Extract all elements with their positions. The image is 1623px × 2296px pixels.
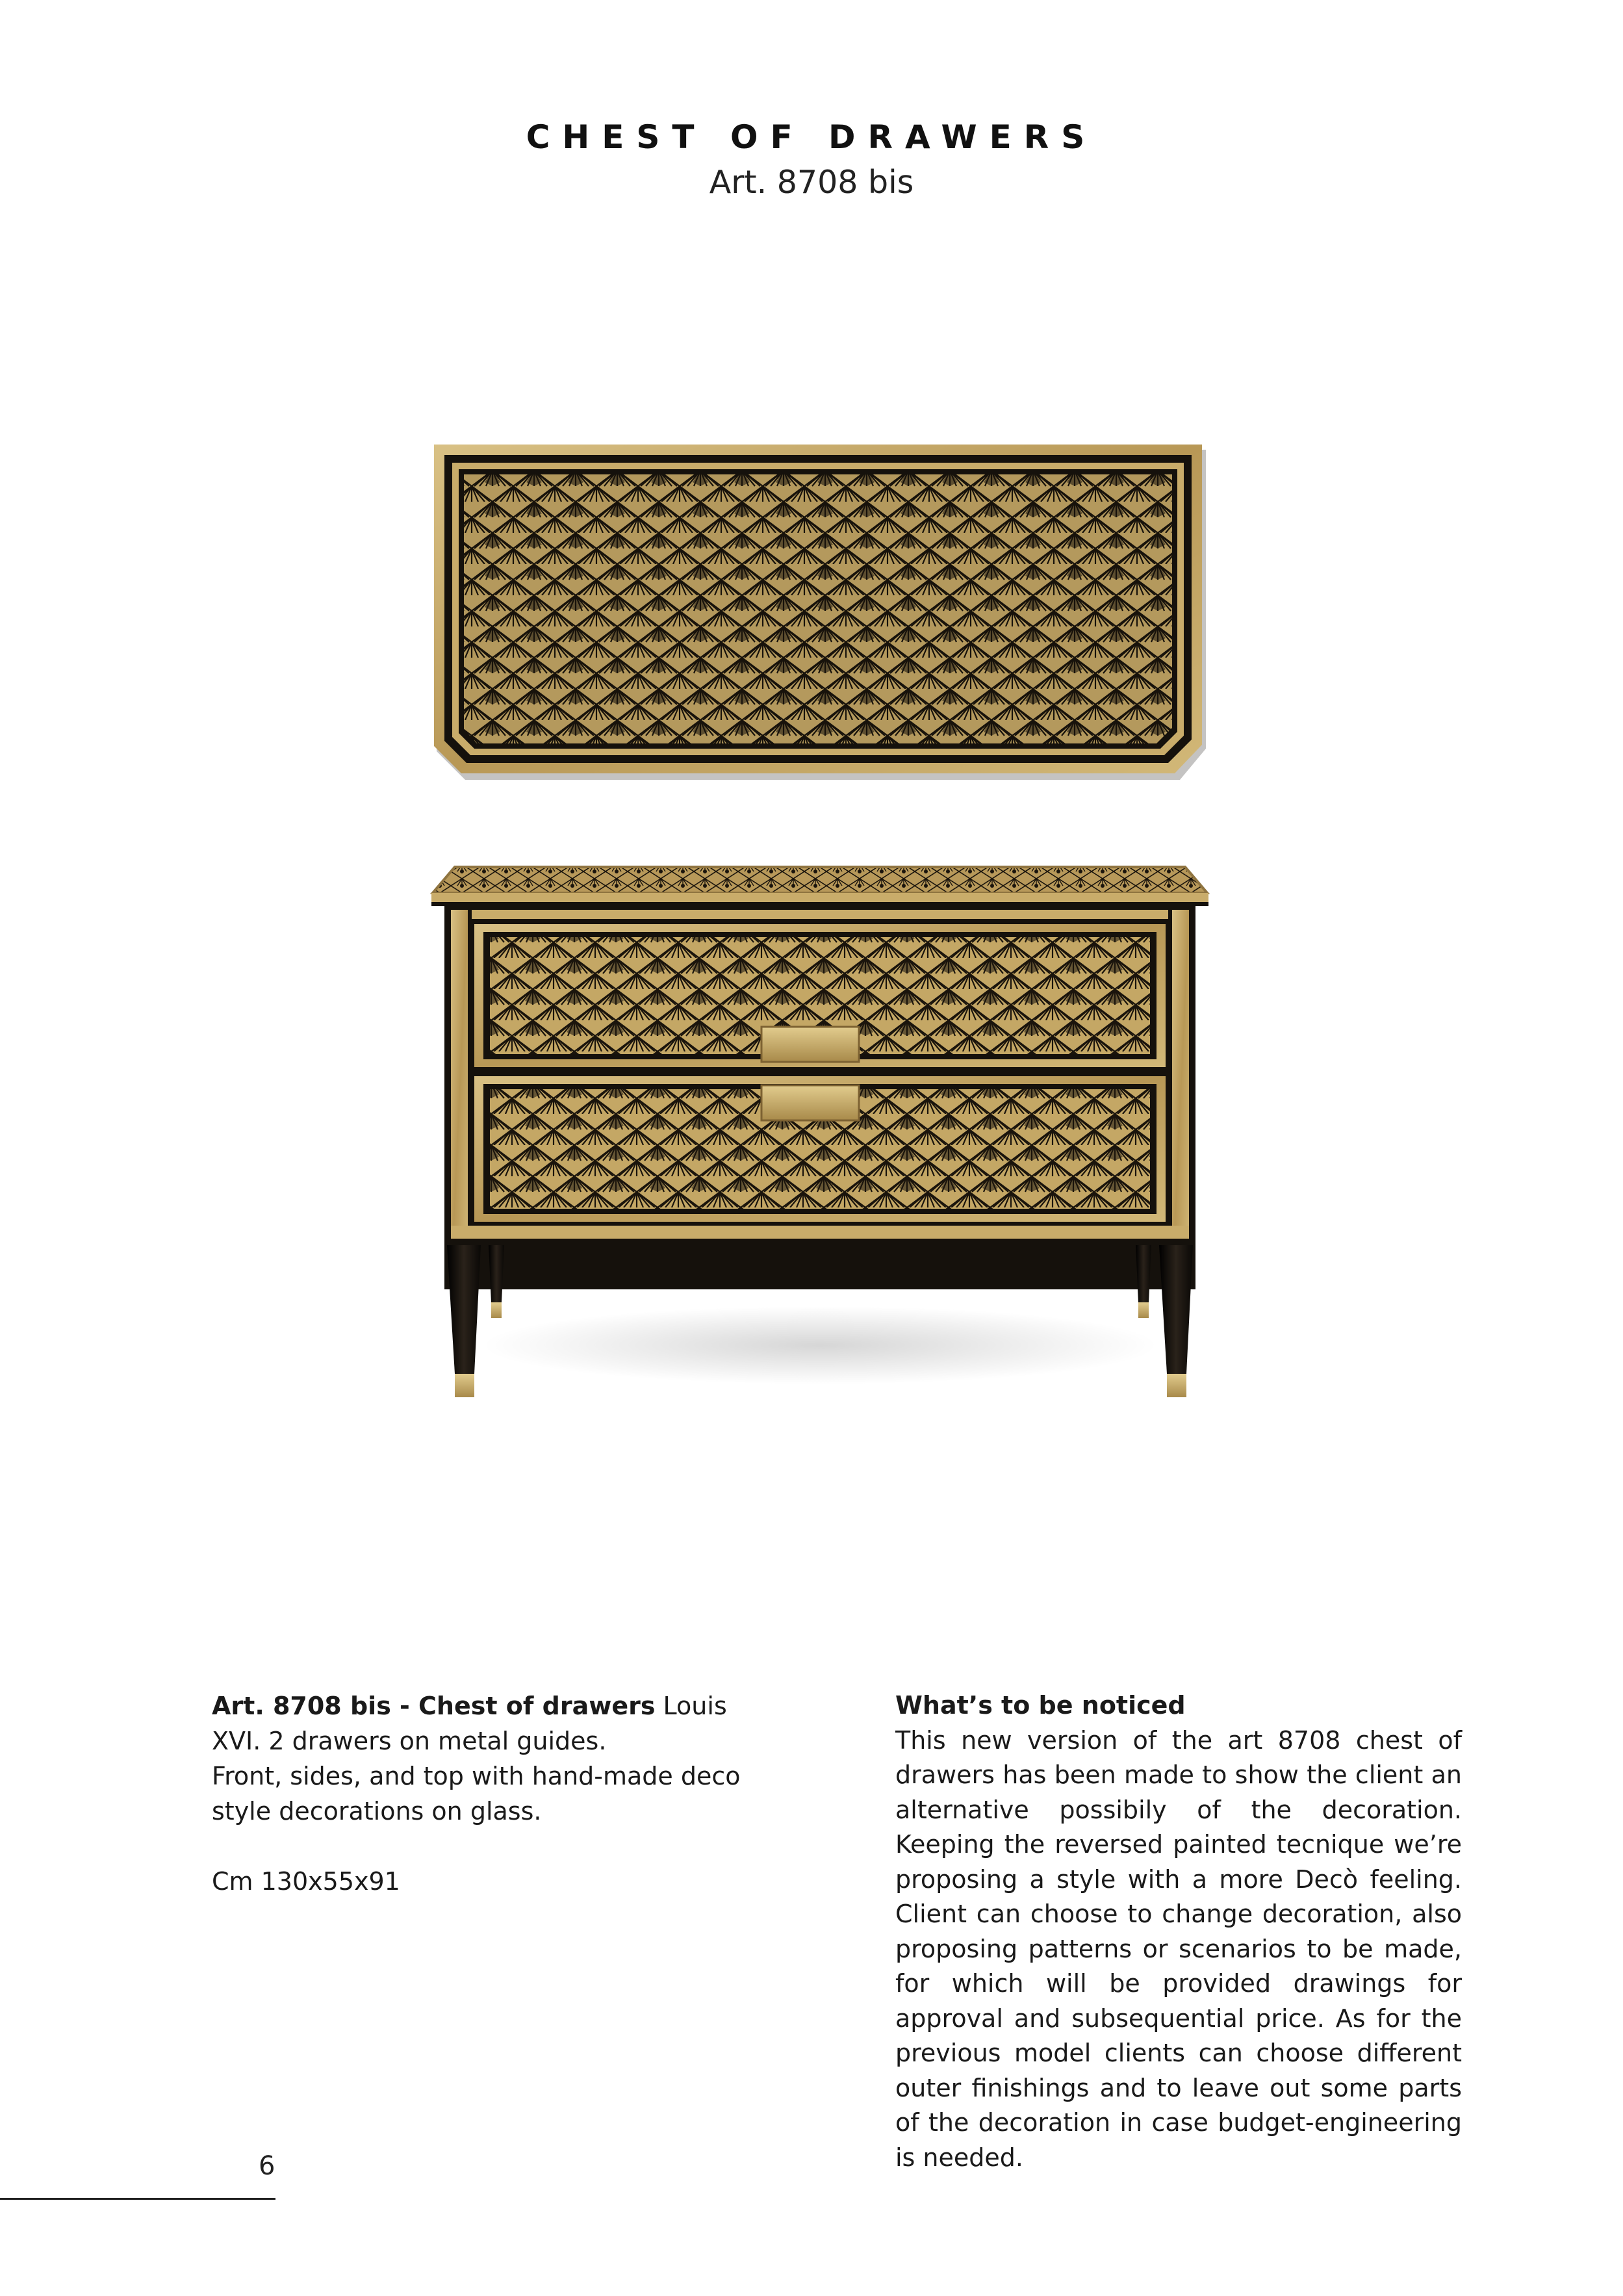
chest-front-view-image	[429, 864, 1211, 1436]
chest-top-view-image	[430, 439, 1210, 784]
product-materials: Front, sides, and top with hand-made deco style decorations on glass.	[212, 1762, 741, 1825]
notes-section	[895, 1688, 1462, 2175]
product-dimensions: Cm 130x55x91	[212, 1867, 400, 1896]
product-summary	[212, 1688, 784, 1759]
product-heading-rest: Louis XVI. 2 drawers on metal guides.	[212, 1692, 727, 1755]
notes-heading: What’s to be noticed	[895, 1691, 1186, 1720]
product-heading: Art. 8708 bis - Chest of drawers	[212, 1692, 656, 1720]
page-title: CHEST OF DRAWERS	[526, 118, 1097, 156]
footer-rule	[0, 2198, 275, 2200]
notes-body: This new version of the art 8708 chest of drawers has been made to show the client an alternative possibily of the decoration. Keeping the reversed painted tecnique we’re proposing a style with a more Decò feeling. Client can choose to change decoration, also proposing patterns or scenarios to be made, for which will be provided drawings for approval and subsequential price. As for the previous model clients can choose different outer finishings and to leave out some parts of the decoration in case budget-engineering is needed.	[895, 1725, 1462, 2172]
page-subtitle: Art. 8708 bis	[709, 164, 914, 201]
page-number: 6	[259, 2151, 275, 2181]
product-description	[212, 1688, 784, 1899]
